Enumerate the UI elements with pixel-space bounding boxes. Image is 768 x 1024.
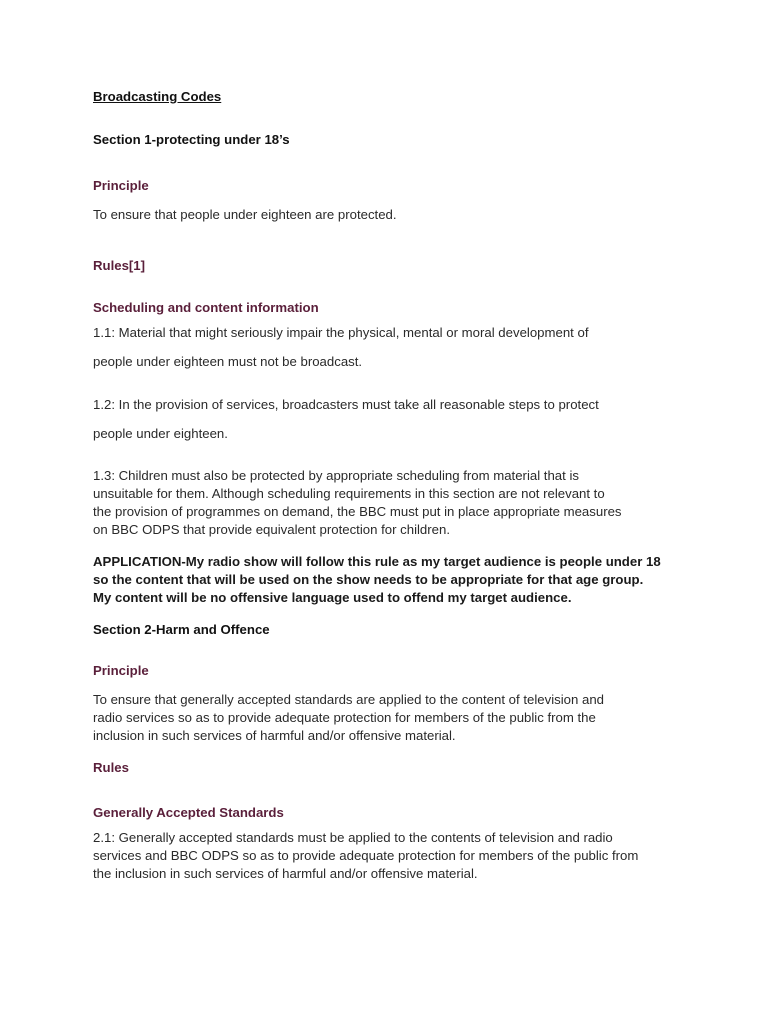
generally-accepted-standards-subheading: Generally Accepted Standards: [93, 805, 284, 820]
section-1-principle-heading: Principle: [93, 178, 149, 193]
rule-2-1-line-3: the inclusion in such services of harmful and/or offensive material.: [93, 866, 478, 881]
rule-1-3-line-3: the provision of programmes on demand, the BBC must put in place appropriate measures: [93, 504, 622, 519]
rule-1-2-line-2: people under eighteen.: [93, 426, 228, 441]
section-2-principle-heading: Principle: [93, 663, 149, 678]
rule-1-3-line-1: 1.3: Children must also be protected by appropriate scheduling from material that is: [93, 468, 579, 483]
application-line-1: APPLICATION-My radio show will follow this rule as my target audience is people under 18: [93, 554, 661, 569]
section-1-heading: Section 1-protecting under 18’s: [93, 132, 290, 147]
rule-1-1-line-2: people under eighteen must not be broadcast.: [93, 354, 363, 369]
section-1-principle-text: To ensure that people under eighteen are protected.: [93, 207, 397, 222]
application-line-3: My content will be no offensive language used to offend my target audience.: [93, 590, 572, 605]
rule-1-2-line-1: 1.2: In the provision of services, broadcasters must take all reasonable steps to protect: [93, 397, 599, 412]
scheduling-subheading: Scheduling and content information: [93, 300, 319, 315]
document-title: Broadcasting Codes: [93, 89, 222, 104]
section-2-principle-line-3: inclusion in such services of harmful and/or offensive material.: [93, 728, 456, 743]
section-1-rules-heading: Rules[1]: [93, 258, 146, 273]
section-2-rules-heading: Rules: [93, 760, 129, 775]
rule-1-3-line-2: unsuitable for them. Although scheduling requirements in this section are not relevant to: [93, 486, 605, 501]
application-line-2: so the content that will be used on the show needs to be appropriate for that age group.: [93, 572, 644, 587]
section-2-principle-line-2: radio services so as to provide adequate protection for members of the public from the: [93, 710, 596, 725]
section-2-heading: Section 2-Harm and Offence: [93, 622, 270, 637]
rule-2-1-line-1: 2.1: Generally accepted standards must be applied to the contents of television and radio: [93, 830, 613, 845]
rule-1-1-line-1: 1.1: Material that might seriously impair the physical, mental or moral development of: [93, 325, 589, 340]
section-2-principle-line-1: To ensure that generally accepted standards are applied to the content of television and: [93, 692, 604, 707]
rule-1-3-line-4: on BBC ODPS that provide equivalent protection for children.: [93, 522, 450, 537]
rule-2-1-line-2: services and BBC ODPS so as to provide adequate protection for members of the public from: [93, 848, 639, 863]
